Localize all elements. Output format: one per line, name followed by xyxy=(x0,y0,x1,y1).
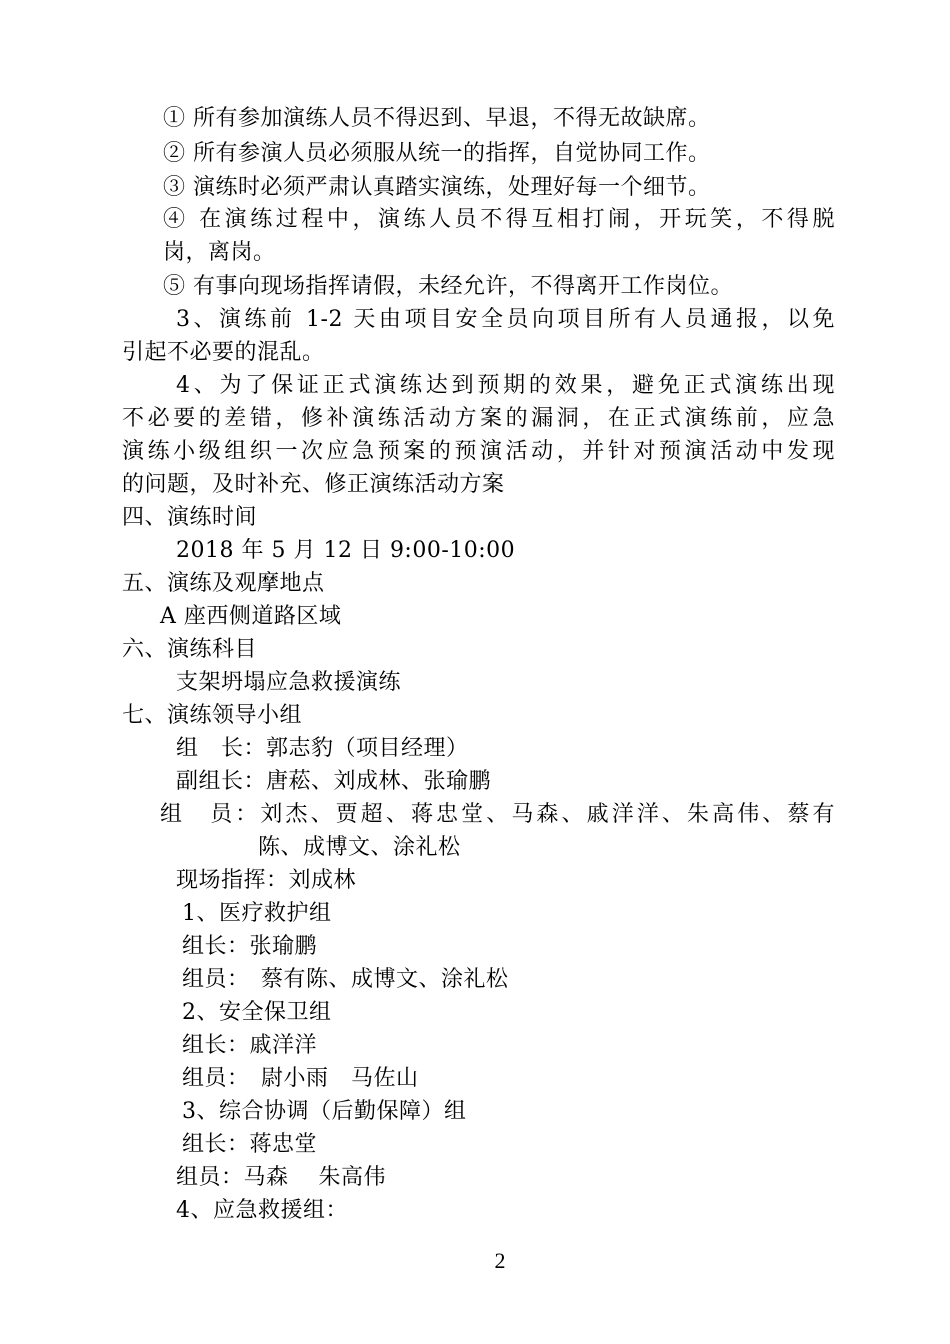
rule-4-line-2: 岗，离岗。 xyxy=(163,240,276,265)
section-4-content: 2018 年 5 月 12 日 9:00-10:00 xyxy=(176,538,516,563)
deputy-leader: 副组长：唐菘、刘成林、张瑜鹏 xyxy=(176,769,492,794)
section-5-content: A 座西侧道路区域 xyxy=(160,604,342,629)
medical-group-leader: 组长：张瑜鹏 xyxy=(182,934,318,959)
section-4-heading: 四、演练时间 xyxy=(122,505,258,530)
coordination-group-members: 组员：马森 朱高伟 xyxy=(176,1165,386,1190)
item-4-line-1: 4、为了保证正式演练达到预期的效果，避免正式演练出现 xyxy=(176,373,835,398)
rule-3: ③ 演练时必须严肃认真踏实演练，处理好每一个细节。 xyxy=(163,175,711,200)
members-line-2: 陈、成博文、涂礼松 xyxy=(258,835,461,860)
section-5-heading: 五、演练及观摩地点 xyxy=(122,571,325,596)
site-commander: 现场指挥：刘成林 xyxy=(176,868,357,893)
security-group-members: 组员： 尉小雨 马佐山 xyxy=(182,1066,419,1091)
group-leader: 组 长：郭志豹（项目经理） xyxy=(176,736,469,761)
section-6-heading: 六、演练科目 xyxy=(122,637,258,662)
coordination-group-leader: 组长：蒋忠堂 xyxy=(182,1132,318,1157)
rule-5: ⑤ 有事向现场指挥请假，未经允许，不得离开工作岗位。 xyxy=(163,274,733,299)
item-4-line-4: 的问题，及时补充、修正演练活动方案 xyxy=(122,472,505,497)
item-4-line-3: 演练小级组织一次应急预案的预演活动，并针对预演活动中发现 xyxy=(122,439,835,464)
item-4-line-2: 不必要的差错，修补演练活动方案的漏洞，在正式演练前，应急 xyxy=(122,406,835,431)
coordination-group-title: 3、综合协调（后勤保障）组 xyxy=(182,1099,467,1124)
section-7-heading: 七、演练领导小组 xyxy=(122,703,303,728)
rescue-group-title: 4、应急救援组： xyxy=(176,1198,348,1223)
rule-2: ② 所有参演人员必须服从统一的指挥，自觉协同工作。 xyxy=(163,141,711,166)
security-group-title: 2、安全保卫组 xyxy=(182,1000,332,1025)
rule-4-line-1: ④ 在演练过程中，演练人员不得互相打闹，开玩笑，不得脱 xyxy=(163,207,835,232)
item-3-line-1: 3、演练前 1-2 天由项目安全员向项目所有人员通报，以免 xyxy=(176,307,835,332)
security-group-leader: 组长：戚洋洋 xyxy=(182,1033,318,1058)
item-3-line-2: 引起不必要的混乱。 xyxy=(122,340,325,365)
rule-1: ① 所有参加演练人员不得迟到、早退，不得无故缺席。 xyxy=(163,106,711,131)
section-6-content: 支架坍塌应急救援演练 xyxy=(176,670,402,695)
medical-group-members: 组员： 蔡有陈、成博文、涂礼松 xyxy=(182,967,509,992)
members-line-1: 组 员：刘杰、贾超、蒋忠堂、马森、戚洋洋、朱高伟、蔡有 xyxy=(160,802,835,827)
medical-group-title: 1、医疗救护组 xyxy=(182,901,332,926)
page-number: 2 xyxy=(494,1248,506,1273)
